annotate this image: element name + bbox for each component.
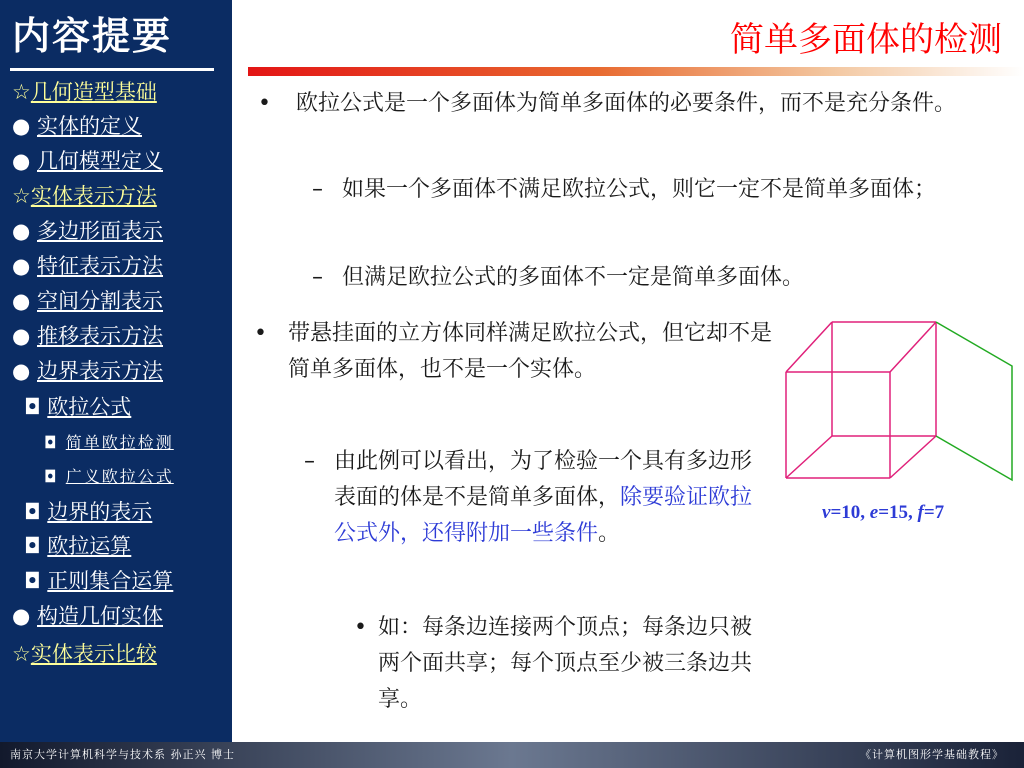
euler-values [822,502,944,524]
sidebar-item[interactable] [12,287,163,315]
footer-book-title: 《计算机图形学基础教程》 [860,748,1004,761]
sidebar-item[interactable] [12,322,163,350]
sidebar-item[interactable] [12,78,157,106]
star-icon: ☆ [12,184,31,208]
sidebar-title: 内容提要 [12,14,173,58]
sidebar-item-label: 空间分割表示 [37,289,163,313]
footer-bar [0,742,1024,768]
square-bullet-icon: ◘ [44,433,66,452]
sidebar-item-label: 构造几何实体 [37,604,163,628]
sidebar-item[interactable] [12,252,163,280]
sidebar-item-label: 欧拉运算 [47,534,132,558]
sidebar-item[interactable] [24,567,173,595]
outline-list [0,0,232,742]
dangling-face [936,322,1012,480]
sidebar-item[interactable] [44,465,174,489]
sidebar-item[interactable] [12,147,163,175]
sidebar-item[interactable] [12,357,163,385]
cube-edge [786,436,832,478]
sidebar-item[interactable] [12,112,142,140]
sidebar-item[interactable] [12,602,163,630]
sub-bullet-extra-conditions [334,444,764,552]
star-icon: ☆ [12,80,31,104]
f-symbol: f [917,502,924,523]
dot-icon: ● [12,219,37,243]
sidebar-item[interactable] [12,640,157,668]
cube-edge [890,322,936,372]
dot-icon: ● [12,324,37,348]
square-bullet-icon: ◘ [24,569,48,593]
sidebar-item-label: 广义欧拉公式 [65,467,174,486]
slide-title: 简单多面体的检测 [730,20,1002,60]
sub-bullet-end: 。 [598,521,621,546]
cube-with-dangling-face-diagram [780,318,1020,488]
sidebar-item-label: 简单欧拉检测 [65,433,174,452]
sidebar-item-label: 推移表示方法 [37,324,163,348]
square-bullet-icon: ◘ [24,500,48,524]
e-value: =15, [878,502,918,523]
star-icon: ☆ [12,642,31,666]
bullet-marker: • [258,91,271,116]
dot-icon: ● [12,149,37,173]
sidebar-item[interactable] [24,532,131,560]
square-bullet-icon: ◘ [24,534,48,558]
square-bullet-icon: ◘ [24,395,48,419]
dot-icon: ● [12,254,37,278]
sidebar-item-label: 几何模型定义 [37,149,163,173]
sidebar-item-label: 正则集合运算 [47,569,174,593]
dash-marker: – [304,449,315,474]
cube-edge [786,322,832,372]
small-bullet-marker: • [354,615,367,640]
title-underline-bar [248,67,1024,76]
sidebar [0,0,232,742]
cube-edge [890,436,936,478]
sub-sub-bullet-example: 如：每条边连接两个顶点；每条边只被两个面共享；每个顶点至少被三条边共享。 [378,615,753,712]
highlighted-text: 除要验证欧拉公式外，还得附加一些条件 [334,485,753,546]
bullet-marker: • [254,321,267,346]
sidebar-item-label: 实体表示比较 [30,642,157,666]
sidebar-item[interactable] [12,217,163,245]
sidebar-item-label: 几何造型基础 [30,80,157,104]
sidebar-item-label: 边界的表示 [47,500,153,524]
sub-bullet-satisfy: 但满足欧拉公式的多面体不一定是简单多面体。 [342,265,805,290]
sidebar-item-label: 边界表示方法 [37,359,163,383]
square-bullet-icon: ◘ [44,467,66,486]
sidebar-item[interactable] [44,431,174,455]
sidebar-item[interactable] [12,182,157,210]
sidebar-item-label: 多边形面表示 [37,219,163,243]
footer-author: 南京大学计算机科学与技术系 孙正兴 博士 [10,748,235,761]
dot-icon: ● [12,604,37,628]
dash-marker: – [312,265,323,290]
sub-bullet-text: 由此例可以看出，为了检验一个具有多边形表面的体是不是简单多面体， [334,449,753,510]
sidebar-item-label: 特征表示方法 [37,254,163,278]
cube-wireframe [786,322,936,478]
dash-marker: – [312,177,323,202]
bullet-necessary-condition: 欧拉公式是一个多面体为简单多面体的必要条件，而不是充分条件。 [296,91,957,116]
e-symbol: e [869,502,879,523]
dot-icon: ● [12,289,37,313]
bullet-dangling-face-cube: 带悬挂面的立方体同样满足欧拉公式，但它却不是简单多面体，也不是一个实体。 [288,321,773,382]
v-value: =10, [830,502,870,523]
sidebar-item-label: 欧拉公式 [47,395,132,419]
f-value: =7 [923,502,945,523]
sidebar-item[interactable] [24,393,131,421]
sidebar-item[interactable] [24,498,152,526]
sidebar-item-label: 实体的定义 [37,114,142,138]
sidebar-item-label: 实体表示方法 [30,184,157,208]
v-symbol: v [822,502,831,523]
sub-bullet-not-satisfy: 如果一个多面体不满足欧拉公式，则它一定不是简单多面体； [342,177,937,202]
dot-icon: ● [12,359,37,383]
dot-icon: ● [12,114,37,138]
